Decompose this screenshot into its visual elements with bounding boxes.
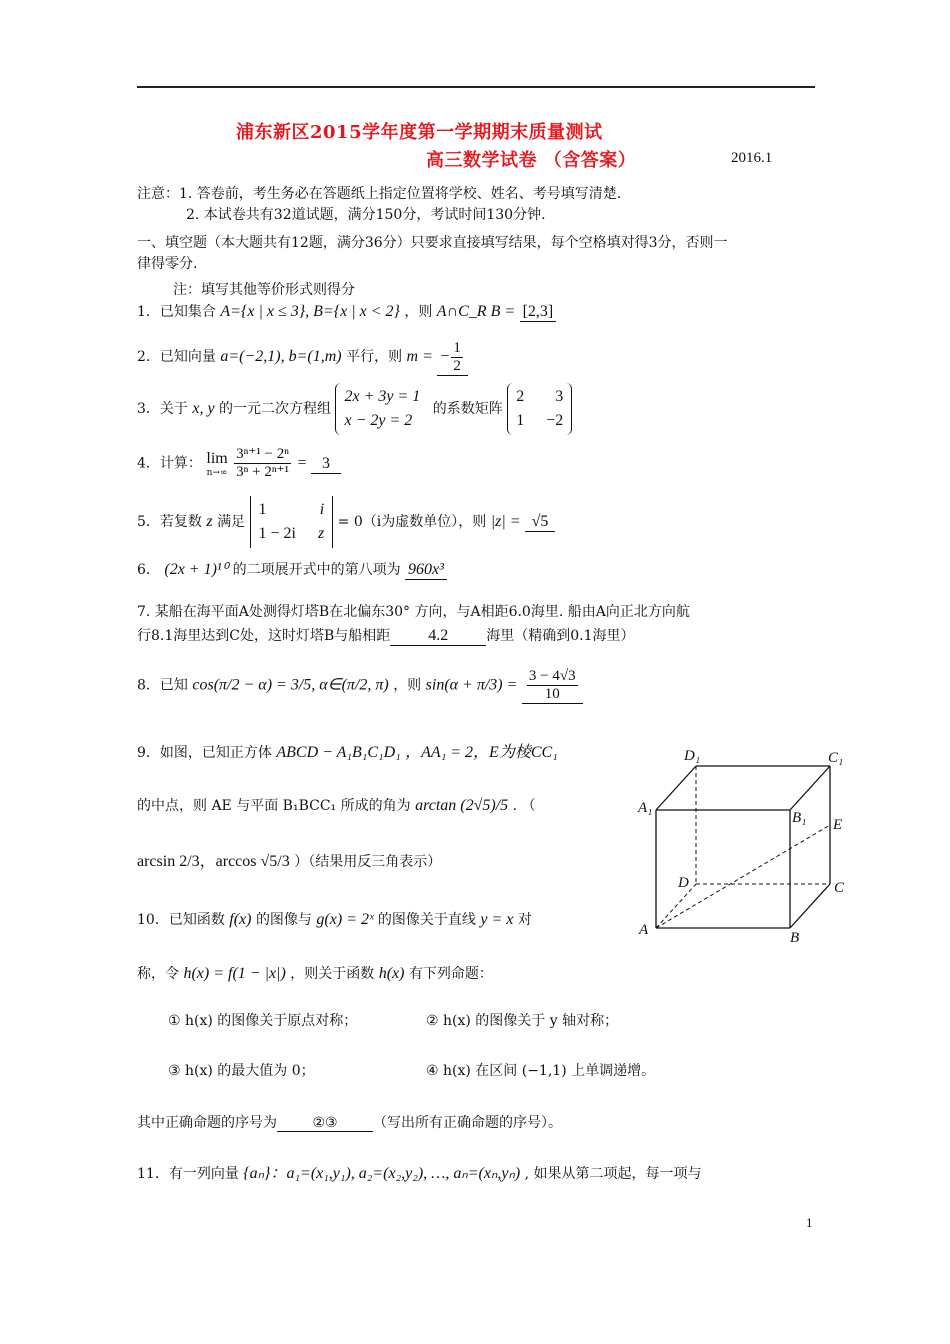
page-number: 1 — [806, 1215, 813, 1230]
q9-answer-2: arcsin 2/3，arccos √5/3 — [137, 853, 290, 870]
q4-answer: 3 — [311, 455, 341, 474]
q1-expr: A∩C_R B = — [436, 303, 516, 320]
q1-sets: A={x | x ≤ 3}, B={x | x < 2} — [220, 303, 400, 320]
question-1: 1．已知集合 A={x | x ≤ 3}, B={x | x < 2} ，则 A∩C_R B = [2,3] — [137, 301, 556, 322]
label-C1: C₁ — [828, 750, 844, 766]
proposition-4: ④ h(x) 在区间 (−1,1) 上单调递增。 — [426, 1063, 656, 1079]
label-B1: B₁ — [792, 810, 807, 826]
q2-expr: a=(−2,1), b=(1,m) — [220, 348, 342, 366]
note-1: 1. 答卷前，考生务必在答题纸上指定位置将学校、姓名、考号填写清楚. — [179, 186, 622, 202]
q3-answer-matrix: 2 3 1 −2 — [507, 383, 572, 435]
label-A1: A₁ — [638, 800, 653, 816]
q8-answer: $\frac{3 - 4√3}{10}$ — [522, 668, 583, 704]
question-8: 8．已知 cos(π/2 − α) = 3/5, α∈(π/2, π) ，则 sin(α + π/3) = $\frac{3 - 4√3}{10}$ — [137, 668, 583, 704]
question-6: 6． (2x + 1)¹⁰ 的二项展开式中的第八项为 960x³ — [137, 559, 447, 580]
q4-fraction: $\frac{\text{3ⁿ⁺¹ − 2ⁿ}}{\text{3ⁿ + 2ⁿ⁺¹}}$ — [236, 446, 289, 480]
question-10-line-1: 10．已知函数 f(x) 的图像与 g(x) = 2ˣ 的图像关于直线 y = x 对 — [137, 911, 532, 928]
q5-answer: √5 — [525, 513, 555, 532]
q6-expr: (2x + 1)¹⁰ — [164, 561, 229, 578]
label-A: A — [639, 922, 649, 938]
q9-answer-1: arctan (2√5)/5 — [415, 797, 509, 814]
label-D1: D₁ — [684, 748, 701, 764]
q5-determinant: 1 i 1 − 2i z — [250, 496, 334, 548]
exam-date: 2016.1 — [731, 150, 773, 166]
q6-answer: 960x³ — [405, 561, 447, 580]
question-2: 2．已知向量 a=(−2,1), b=(1,m) 平行，则 m = − $\frac{1}{2}$ — [137, 340, 468, 376]
proposition-1: ① h(x) 的图像关于原点对称； — [168, 1013, 358, 1029]
section-heading-1: 一、填空题（本大题共有12题，满分36分）只要求直接填写结果，每个空格填对得3分，否则一 — [137, 235, 728, 251]
question-4: 4．计算： lim n→∞ $\frac{\text{3ⁿ⁺¹ − 2ⁿ}}{\text{3ⁿ + 2ⁿ⁺¹}}$ = 3 — [137, 446, 341, 481]
question-9-line-3: arcsin 2/3，arccos √5/3 ）（结果用反三角表示） — [137, 853, 442, 870]
label-C: C — [834, 880, 845, 896]
label-B: B — [790, 930, 800, 946]
notes-label: 注意： — [137, 186, 179, 202]
section-heading-2: 律得零分. — [137, 256, 198, 272]
q1-answer: [2,3] — [520, 303, 557, 322]
q8-condition: cos(π/2 − α) = 3/5, α∈(π/2, π) — [192, 676, 389, 694]
page-subtitle: 高三数学试卷 （含答案） — [426, 150, 637, 171]
question-10-line-2: 称，令 h(x) = f(1 − |x|) ，则关于函数 h(x) 有下列命题： — [137, 965, 493, 982]
label-E: E — [833, 817, 843, 833]
page-title: 浦东新区2015学年度第一学期期末质量测试 — [236, 122, 603, 143]
question-7-line-1: 7. 某船在海平面A处测得灯塔B在北偏东30° 方向，与A相距6.0海里. 船由A向正北方向航 — [137, 604, 690, 620]
question-5: 5．若复数 z 满足 1 i 1 − 2i z = 0（i为虚数单位），则 |z| = √5 — [137, 496, 555, 548]
q2-answer: − $\frac{1}{2}$ — [437, 340, 468, 376]
question-9-line-1: 9．如图，已知正方体 ABCD − A₁B₁C₁D₁ ，AA₁ = 2，E为棱CC₁ — [137, 744, 558, 761]
top-rule — [137, 86, 815, 88]
question-9-line-2: 的中点，则 AE 与平面 B₁BCC₁ 所成的角为 arctan (2√5)/5 . （ — [137, 797, 536, 814]
label-D: D — [678, 875, 689, 891]
note-2: 2. 本试卷共有32道试题，满分150分，考试时间130分钟. — [186, 207, 546, 223]
cube-figure — [628, 742, 858, 952]
notes-line-1 — [137, 183, 621, 203]
question-3: 3．关于 x, y 的一元二次方程组 2x + 3y = 1 x − 2y = 2 的系数矩阵 2 3 1 −2 — [137, 383, 572, 435]
proposition-2: ② h(x) 的图像关于 y 轴对称； — [426, 1013, 619, 1029]
q7-answer: 4.2 — [390, 627, 486, 646]
section-note: 注：填写其他等价形式则得分 — [173, 282, 355, 298]
question-7-line-2: 行8.1海里达到C处，这时灯塔B与船相距 4.2 海里（精确到0.1海里） — [137, 627, 635, 644]
proposition-3: ③ h(x) 的最大值为 0； — [168, 1063, 315, 1079]
q8-expr: sin(α + π/3) = — [425, 676, 518, 694]
q11-expr: {aₙ}：a₁=(x₁,y₁), a₂=(x₂,y₂), …, aₙ=(xₙ,yₙ) — [243, 1165, 521, 1182]
q3-system: 2x + 3y = 1 x − 2y = 2 — [335, 383, 428, 435]
question-10-line-5: 其中正确命题的序号为 ②③ （写出所有正确命题的序号）。 — [137, 1115, 562, 1131]
q10-answer: ②③ — [277, 1115, 373, 1132]
question-11: 11．有一列向量 {aₙ}：a₁=(x₁,y₁), a₂=(x₂,y₂), …, aₙ=(xₙ,yₙ) , 如果从第二项起，每一项与 — [137, 1165, 702, 1182]
